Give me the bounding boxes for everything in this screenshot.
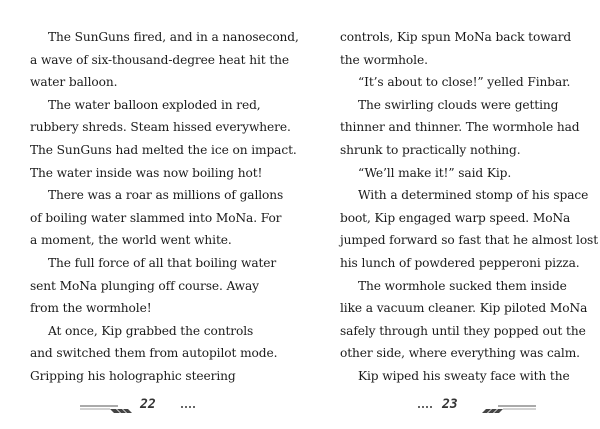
text-line: a moment, the world went white. [30, 233, 232, 248]
text-line: a wave of six-thousand-degree heat hit the [30, 52, 290, 67]
text-line: Kip wiped his sweaty face with the [358, 368, 570, 383]
text-line: The full force of all that boiling water [48, 255, 277, 270]
text-line: sent MoNa plunging off course. Away [30, 278, 259, 293]
text-line: controls, Kip spun MoNa back toward [340, 30, 572, 44]
right-page [340, 26, 599, 388]
tech-stripe-ornament-icon [398, 398, 538, 416]
left-folio [80, 398, 220, 416]
page-number: 23 [442, 397, 458, 412]
text-line: from the wormhole! [30, 301, 152, 316]
text-line: like a vacuum cleaner. Kip piloted MoNa [340, 301, 588, 316]
text-line: The water balloon exploded in red, [48, 97, 261, 112]
text-line: the wormhole. [340, 52, 428, 67]
text-line: The SunGuns had melted the ice on impact. [30, 142, 297, 157]
text-line: The water inside was now boiling hot! [30, 165, 263, 180]
text-line: safely through until they popped out the [340, 323, 586, 338]
text-line: jumped forward so fast that he almost lost [340, 233, 599, 248]
text-line: The swirling clouds were getting [358, 97, 559, 112]
text-line: The wormhole sucked them inside [358, 278, 567, 293]
text-line: and switched them from autopilot mode. [30, 346, 278, 361]
text-line: There was a roar as millions of gallons [48, 188, 284, 203]
text-line: “It’s about to close!” yelled Finbar. [358, 75, 571, 90]
text-line: water balloon. [30, 75, 118, 90]
text-line: The SunGuns fired, and in a nanosecond, [48, 30, 299, 44]
right-folio [398, 398, 538, 416]
text-line: his lunch of powdered pepperoni pizza. [340, 255, 580, 270]
left-page [30, 26, 299, 388]
text-line: With a determined stomp of his space [358, 188, 589, 203]
text-line: At once, Kip grabbed the controls [48, 323, 254, 338]
page-number: 22 [140, 397, 156, 412]
text-line: other side, where everything was calm. [340, 346, 580, 361]
text-line: shrunk to practically nothing. [340, 142, 521, 157]
text-line: of boiling water slammed into MoNa. For [30, 210, 282, 225]
text-line: boot, Kip engaged warp speed. MoNa [340, 210, 571, 225]
text-line: Gripping his holographic steering [30, 368, 236, 383]
text-line: rubbery shreds. Steam hissed everywhere. [30, 120, 291, 135]
text-line: thinner and thinner. The wormhole had [340, 120, 580, 135]
text-line: “We’ll make it!” said Kip. [358, 165, 512, 180]
